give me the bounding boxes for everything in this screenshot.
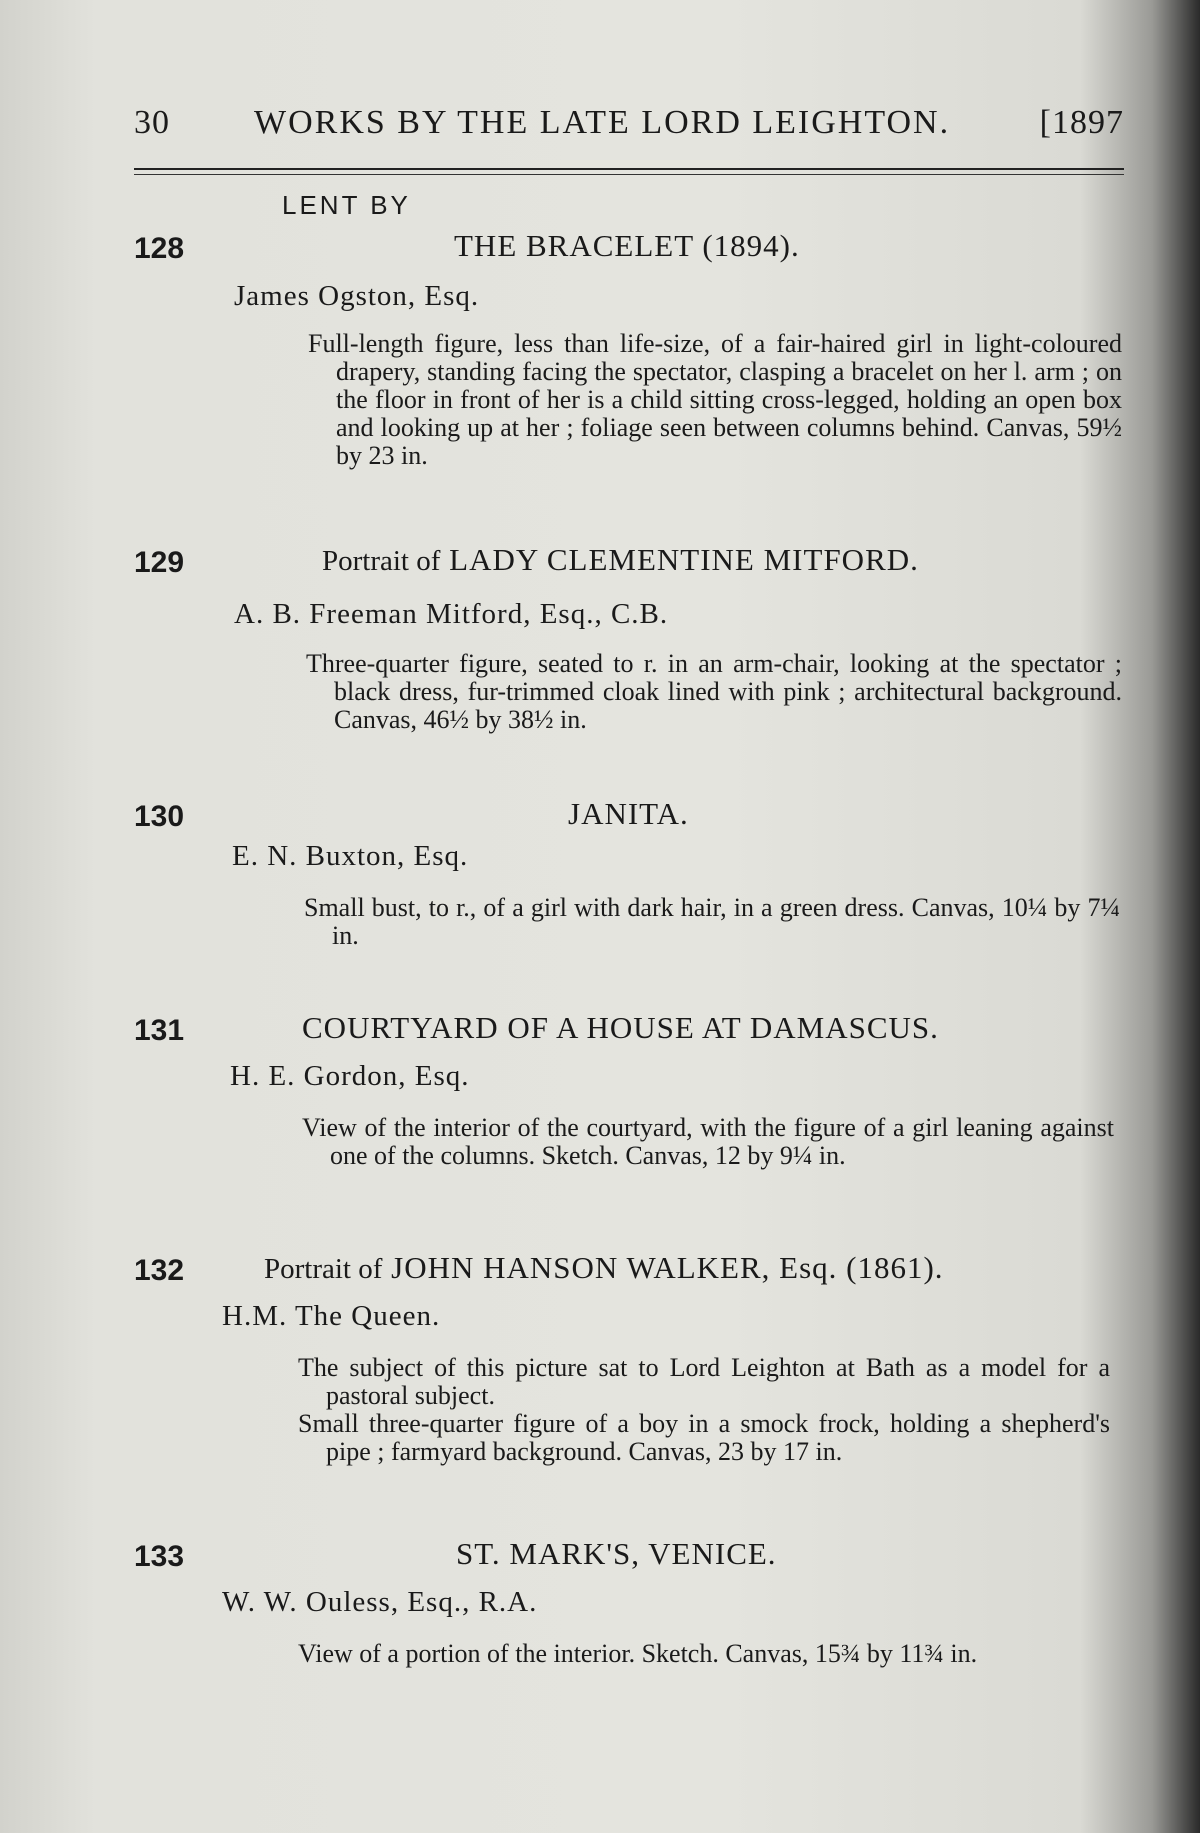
entry-number: 128 [134, 232, 185, 265]
entry-title [454, 228, 800, 264]
header-title: WORKS BY THE LATE LORD LEIGHTON. [254, 104, 951, 141]
entry-description [298, 1354, 1110, 1466]
entry-title-text: LADY CLEMENTINE MITFORD. [449, 542, 919, 577]
description-paragraph: Small three-quarter figure of a boy in a smock frock, holding a shepherd's pipe ; farmyard background. Canvas, 23 by 17 in. [298, 1409, 1110, 1466]
header-year: [1897 [1039, 104, 1124, 141]
entry-title [264, 1250, 944, 1286]
entry-title-text: THE BRACELET (1894). [454, 228, 800, 263]
entry-description [306, 650, 1122, 734]
entry-title-text: COURTYARD OF A HOUSE AT DAMASCUS. [302, 1010, 939, 1045]
entry-lender: W. W. Ouless, Esq., R.A. [222, 1586, 538, 1618]
header-rule-thin [134, 174, 1124, 175]
entry-number: 132 [134, 1254, 185, 1287]
entry-number: 129 [134, 546, 185, 579]
entry-title [322, 542, 919, 578]
entry-title-text: JANITA. [568, 796, 689, 831]
entry-title [456, 1536, 777, 1572]
lent-by-label: LENT BY [282, 190, 411, 220]
entry-number: 133 [134, 1540, 185, 1573]
entry-lender: H.M. The Queen. [222, 1300, 441, 1332]
description-paragraph: View of a portion of the interior. Sketch. Canvas, 15¾ by 11¾ in. [298, 1639, 978, 1668]
entry-lender: H. E. Gordon, Esq. [230, 1060, 470, 1092]
entry-lender: James Ogston, Esq. [234, 280, 480, 312]
entry-number: 130 [134, 800, 185, 833]
description-paragraph: Small bust, to r., of a girl with dark hair, in a green dress. Canvas, 10¼ by 7¼ in. [304, 893, 1120, 950]
entry-title-prefix: Portrait of [264, 1253, 383, 1285]
entry-lender: E. N. Buxton, Esq. [232, 840, 469, 872]
entry-title [568, 796, 689, 832]
running-header [134, 104, 1124, 144]
entry-lender: A. B. Freeman Mitford, Esq., C.B. [234, 598, 669, 630]
entry-description [308, 330, 1122, 470]
entry-description [304, 894, 1120, 950]
page-number: 30 [134, 104, 170, 141]
description-paragraph: Three-quarter figure, seated to r. in an arm-chair, looking at the spectator ; black dress, fur-trimmed cloak lined with pink ; architectural background. Canvas, 46½ by 38½ in. [306, 649, 1122, 734]
header-rule [134, 168, 1124, 170]
entry-title-text: JOHN HANSON WALKER, Esq. (1861). [391, 1250, 944, 1285]
entry-title [302, 1010, 939, 1046]
description-paragraph: View of the interior of the courtyard, with the figure of a girl leaning against one of the columns. Sketch. Canvas, 12 by 9¼ in. [302, 1113, 1114, 1170]
description-paragraph: Full-length figure, less than life-size, of a fair-haired girl in light-coloured drapery, standing facing the spectator, clasping a bracelet on her l. arm ; on the floor in front of her is a child sitting cross-legged, holding an open box and looking up at her ; foliage seen between columns behind. Canvas, 59½ by 23 in. [308, 329, 1122, 470]
entry-number: 131 [134, 1014, 185, 1047]
entry-description [302, 1114, 1114, 1170]
entry-title-text: ST. MARK'S, VENICE. [456, 1536, 777, 1571]
description-paragraph: The subject of this picture sat to Lord Leighton at Bath as a model for a pastoral subject. [298, 1353, 1110, 1410]
entry-title-prefix: Portrait of [322, 545, 441, 577]
entry-description [298, 1640, 1118, 1668]
